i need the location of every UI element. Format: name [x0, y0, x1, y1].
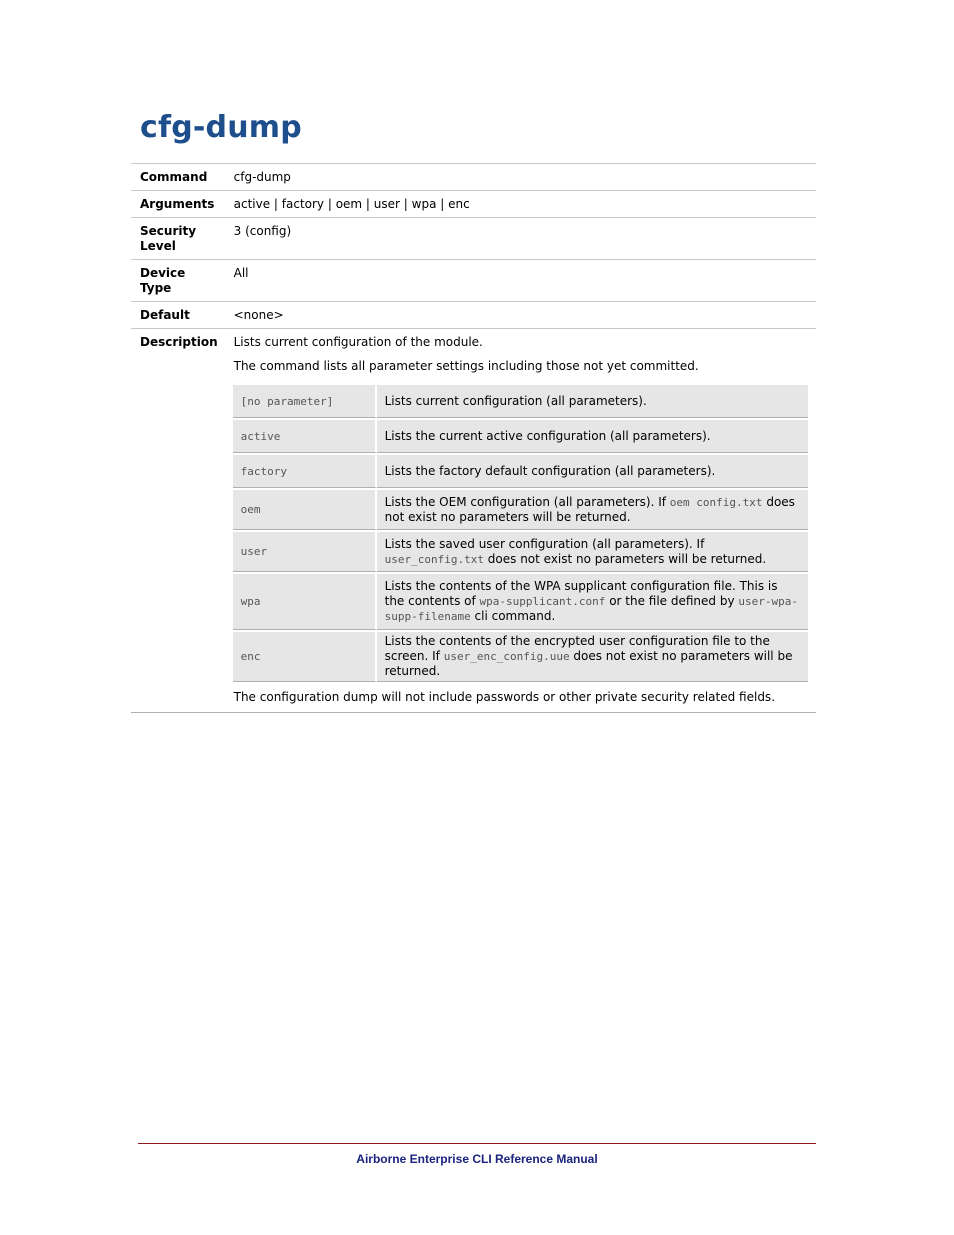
filename: user_config.txt: [384, 552, 484, 566]
default-row: [131, 302, 816, 329]
desc-text: Lists the OEM configuration (all parameters). If: [384, 494, 670, 509]
description-body: [226, 329, 816, 713]
param-row-oem: [233, 490, 808, 530]
param-description: Lists the factory default configuration (all parameters).: [377, 455, 808, 488]
default-label: Default: [131, 302, 226, 329]
filename: wpa-supplicant.conf: [479, 595, 606, 608]
desc-text: or the file defined by: [605, 594, 739, 608]
description-line-2: The command lists all parameter settings including those not yet committed.: [233, 359, 699, 373]
footer-title: Airborne Enterprise CLI Reference Manual: [356, 1152, 598, 1166]
desc-text: does not exist no parameters will be returned.: [483, 551, 767, 566]
arguments-row: [131, 191, 816, 218]
filename: user-wpa-supp-filename: [384, 595, 798, 623]
arguments-label: Arguments: [131, 191, 226, 218]
command-row: [131, 164, 816, 191]
desc-text: Lists the contents of the encrypted user configuration file to the screen. If: [384, 634, 770, 663]
security-label-line2: Level: [140, 239, 176, 253]
device-type-label: Device Type: [131, 260, 226, 302]
description-label: Description: [131, 329, 226, 713]
command-value: cfg-dump: [226, 164, 816, 191]
param-name: wpa: [233, 574, 377, 630]
description-footer-note: The configuration dump will not include passwords or other private security related fields.: [233, 690, 776, 704]
page-title: cfg-dump: [140, 110, 302, 145]
arguments-value: active | factory | oem | user | wpa | enc: [226, 191, 816, 218]
param-name: user: [233, 532, 377, 572]
param-row-factory: [233, 455, 808, 488]
device-type-value: All: [226, 260, 816, 302]
param-row-active: [233, 420, 808, 453]
param-description: [377, 632, 808, 682]
param-row-enc: [233, 632, 808, 682]
command-spec-table: [131, 163, 816, 713]
desc-text: cli command.: [470, 609, 556, 623]
device-type-row: [131, 260, 816, 302]
security-level-value: 3 (config): [226, 218, 816, 260]
param-name: oem: [233, 490, 377, 530]
desc-text: does not exist no parameters will be returned.: [384, 494, 795, 524]
param-row-no-parameter: [233, 385, 808, 418]
param-name: factory: [233, 455, 377, 488]
security-level-row: [131, 218, 816, 260]
desc-text: Lists the saved user configuration (all parameters). If: [384, 536, 705, 551]
param-name: active: [233, 420, 377, 453]
default-value: <none>: [226, 302, 816, 329]
description-row: [131, 329, 816, 713]
param-description: [377, 490, 808, 530]
desc-text: does not exist no parameters will be returned.: [384, 649, 793, 678]
desc-text: Lists the contents of the WPA supplicant configuration file. This is the contents of: [384, 579, 778, 608]
param-name: enc: [233, 632, 377, 682]
param-row-user: [233, 532, 808, 572]
command-label: Command: [131, 164, 226, 191]
security-label-line1: Security: [140, 224, 197, 238]
footer-divider: [138, 1143, 816, 1144]
description-line-1: Lists current configuration of the module.: [233, 335, 483, 349]
param-description: Lists current configuration (all parameters).: [377, 385, 808, 418]
param-description: [377, 574, 808, 630]
filename: user_enc_config.uue: [443, 650, 570, 663]
filename: oem config.txt: [669, 495, 763, 509]
param-description: Lists the current active configuration (all parameters).: [377, 420, 808, 453]
security-level-label: [131, 218, 226, 260]
parameter-table: [233, 383, 808, 684]
param-description: [377, 532, 808, 572]
param-name: [no parameter]: [233, 385, 377, 418]
param-row-wpa: [233, 574, 808, 630]
